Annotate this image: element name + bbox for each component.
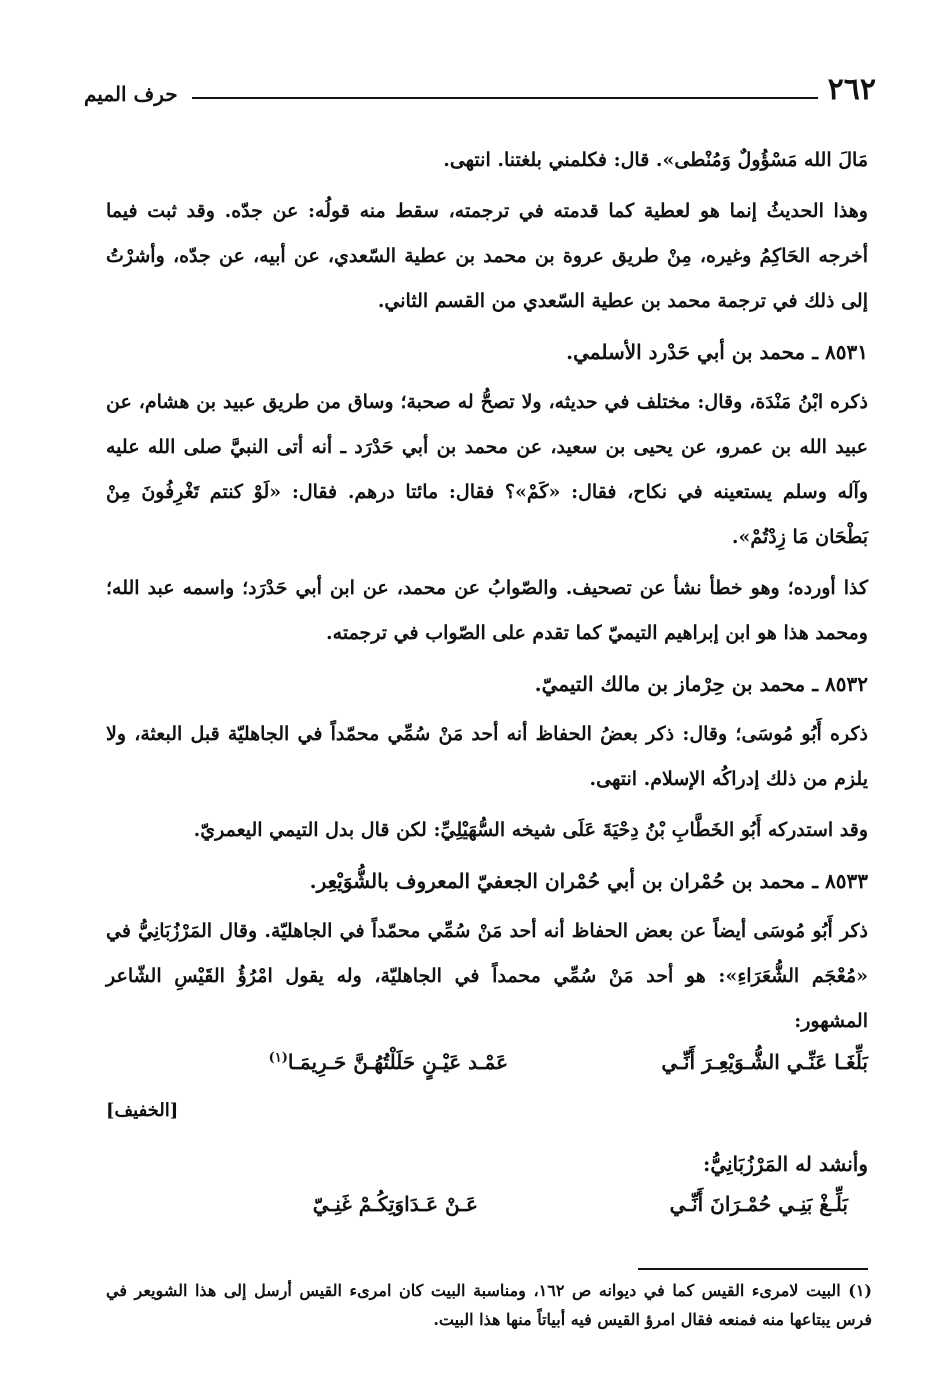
page-header <box>84 72 876 112</box>
paragraph-recitation: وأنشد له المَرْزُبَانِيُّ: <box>702 1152 868 1176</box>
verse-1-second-hemistich <box>269 1050 508 1074</box>
verse-1 <box>106 1050 868 1094</box>
paragraph-8532-text: ذكره أَبُو مُوسَى؛ وقال: ذكر بعضُ الحفاظ أنه أحد مَنْ سُمِّي محمّداً في الجاهليّة قبل البعثة، ولا يلزم من ذلك إدراكُه الإسلام. انتهى. <box>106 723 868 790</box>
running-title: حرف الميم <box>84 82 178 106</box>
header-rule <box>192 97 818 99</box>
footnote: (١) البيت لامرىء القيس كما في ديوانه ص ١٦٢، ومناسبة البيت كان امرىء القيس أرسل إلى هذا الشويعر في فرس يبتاعها منه فمنعه فقال امرؤ القيس فيه أبياتاً منها هذا البيت. <box>106 1281 872 1329</box>
verse-2-first-hemistich: بَلِّـغْ بَنِـي حُمْـرَانَ أَنِّـي <box>669 1192 848 1216</box>
paragraph-8533-text: ذكر أَبُو مُوسَى أيضاً عن بعض الحفاظ أنه أحد مَنْ سُمِّي محمّداً في الجاهليّة. وقال المَرْزُبَانِيُّ في «مُعْجَم الشُّعَرَاءِ»: هو أحد مَنْ سُمِّي محمداً في الجاهليّة، وله يقول امْرُؤُ القَيْسِ الشّاعر المشهور: <box>106 920 868 1032</box>
verse-1-second-text: عَمْـد عَيْـنٍ حَلَلْتُهُـنَّ حَـرِيمَـا <box>287 1050 508 1074</box>
paragraph-continuation: مَالَ الله مَسْؤُولٌ وَمُنْطى». قال: فكلمني بلغتنا. انتهى. <box>443 149 868 171</box>
verse-2 <box>106 1192 868 1236</box>
paragraph-8532-note: وقد استدركه أَبُو الخَطَّابِ بْنُ دِحْيَةَ عَلَى شيخه السُّهَيْلِيِّ: لكن قال بدل التيمي اليعمريّ. <box>193 819 868 841</box>
entry-heading-8531: ٨٥٣١ ـ محمد بن أبي حَدْرد الأسلمي. <box>566 340 868 364</box>
entry-heading-8532: ٨٥٣٢ ـ محمد بن حِرْماز بن مالك التيميّ. <box>534 672 868 696</box>
entry-heading-8533: ٨٥٣٣ ـ محمد بن حُمْران بن أبي حُمْران الجعفيّ المعروف بالشُّوَيْعِر. <box>309 869 868 893</box>
page-body <box>106 138 868 1236</box>
paragraph-8531-note: كذا أورده؛ وهو خطأ نشأ عن تصحيف. والصّوابُ عن محمد، عن ابن أبي حَدْرَد؛ واسمه عبد الله؛ ومحمد هذا هو ابن إبراهيم التيميّ كما تقدم على الصّواب في ترجمته. <box>106 577 868 644</box>
verse-2-second-hemistich: عَـنْ عَـدَاوَتِكُـمْ غَنِـيّ <box>312 1192 478 1216</box>
footnote-reference: (١) <box>268 1050 288 1066</box>
page-number: ٢٦٢ <box>827 72 876 107</box>
meter-label: [الخفيف] <box>106 1100 179 1121</box>
spacer <box>106 1128 868 1142</box>
verse-1-first-hemistich: بَلِّغَـا عَنِّـي الشُّـوَيْعِـرَ أَنِّـي <box>661 1050 868 1074</box>
paragraph-8531-text: ذكره ابْنُ مَنْدَة، وقال: مختلف في حديثه، ولا تصحُّ له صحبة؛ وساق من طريق عبيد بن هشام، عن عبيد الله بن عمرو، عن يحيى بن سعيد، عن محمد بن أبي حَدْرَد ـ أنه أتى النبيَّ صلى الله عليه وآله وسلم يستعينه في نكاح، فقال: «كَمْ»؟ فقال: مائتا درهم. فقال: «لَوْ كنتم تَغْرِفُونَ مِنْ بَطْحَان مَا زِدْتُمْ». <box>106 391 869 548</box>
paragraph-hadith-note: وهذا الحديثُ إنما هو لعطية كما قدمته في ترجمته، سقط منه قولُه: عن جدّه. وقد ثبت فيما أخرجه الحَاكِمُ وغيره، مِنْ طريق عروة بن محمد بن عطية السّعدي، عن أبيه، عن جدّه، وأشرْتُ إلى ذلك في ترجمة محمد بن عطية السّعدي من القسم الثاني. <box>106 200 868 312</box>
footnote-rule <box>638 1268 868 1270</box>
